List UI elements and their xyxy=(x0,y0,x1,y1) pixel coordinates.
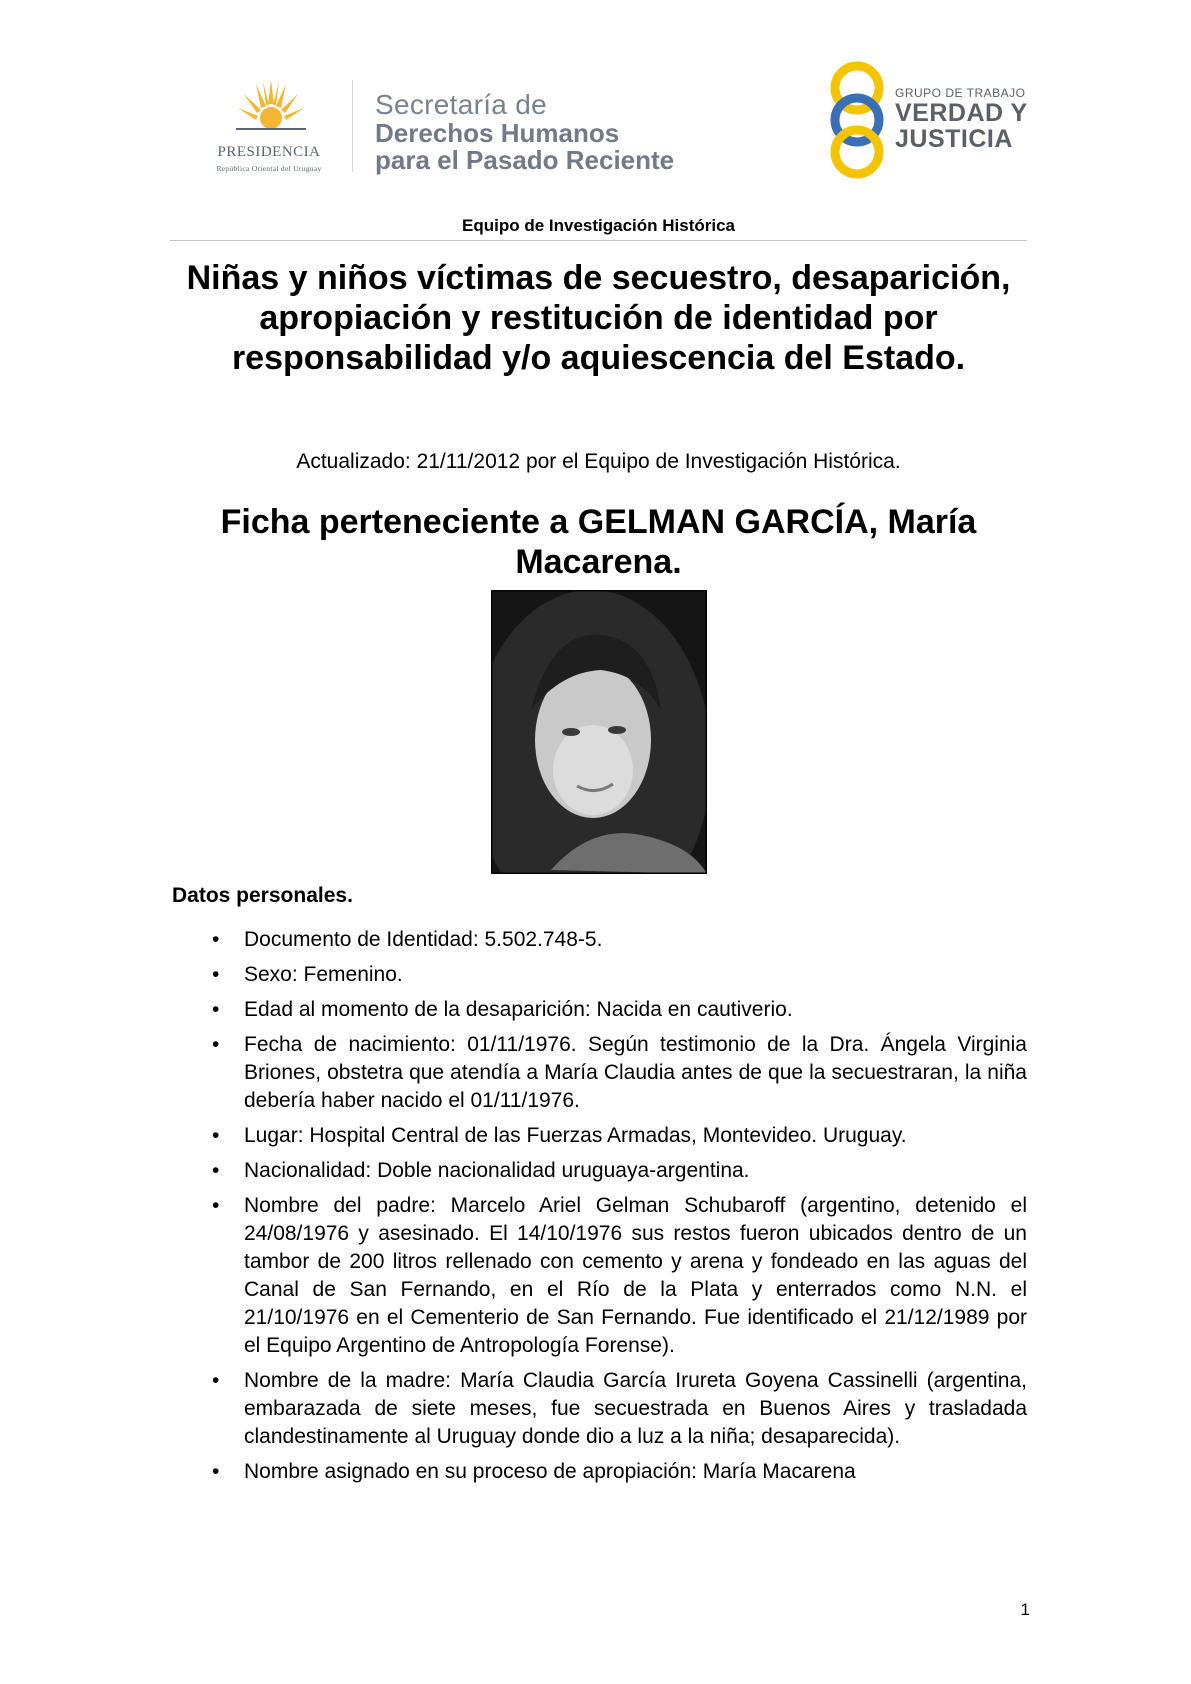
verdad-justicia-text xyxy=(895,86,1055,152)
list-item xyxy=(172,1122,1027,1150)
list-item xyxy=(172,926,1027,954)
bullet-icon: • xyxy=(212,1033,220,1056)
section-heading: Datos personales. xyxy=(172,884,353,907)
portrait-photo xyxy=(491,590,707,874)
main-title: Niñas y niños víctimas de secuestro, desaparición, apropiación y restitución de identidad por responsabilidad y/o aquiescencia del Estado. xyxy=(186,259,1011,377)
list-item-text: Nombre asignado en su proceso de apropiación: María Macarena xyxy=(244,1460,856,1483)
gtvj-small-label: GRUPO DE TRABAJO xyxy=(895,86,1026,100)
list-item xyxy=(172,961,1027,989)
updated-line: Actualizado: 21/11/2012 por el Equipo de Investigación Histórica. xyxy=(296,450,901,473)
secretaria-line2: Derechos Humanos xyxy=(375,118,620,148)
page-header xyxy=(0,0,1191,200)
list-item-text: Fecha de nacimiento: 01/11/1976. Según testimonio de la Dra. Ángela Virginia Briones, obstetra que atendía a María Claudia antes de que la secuestraran, la niña debería haber nacido el 01/11/1976. xyxy=(244,1033,1027,1112)
list-item-text: Nombre de la madre: María Claudia García Irureta Goyena Cassinelli (argentina, embarazada de siete meses, fue secuestrada en Buenos Aires y trasladada clandestinamente al Uruguay donde dio a luz a la niña; desaparecida). xyxy=(244,1369,1027,1448)
personal-data-list xyxy=(172,926,1027,1493)
list-item xyxy=(172,1367,1027,1451)
secretaria-line3: para el Pasado Reciente xyxy=(375,145,675,175)
list-item-text: Nacionalidad: Doble nacionalidad uruguaya-argentina. xyxy=(244,1159,750,1182)
list-item xyxy=(172,1192,1027,1360)
list-item-text: Edad al momento de la desaparición: Nacida en cautiverio. xyxy=(244,998,793,1021)
presidencia-logo xyxy=(194,78,344,178)
list-item-text: Sexo: Femenino. xyxy=(244,963,403,986)
list-item xyxy=(172,996,1027,1024)
ficha-title: Ficha perteneciente a GELMAN GARCÍA, María Macarena. xyxy=(220,503,977,581)
bullet-icon: • xyxy=(212,1124,220,1147)
bullet-icon: • xyxy=(212,1460,220,1483)
page-number: 1 xyxy=(1020,1600,1030,1619)
list-item xyxy=(172,1157,1027,1185)
gtvj-line1: VERDAD Y xyxy=(895,99,1028,127)
list-item-text: Documento de Identidad: 5.502.748-5. xyxy=(244,928,603,951)
bullet-icon: • xyxy=(212,998,220,1021)
presidencia-sublabel: República Oriental del Uruguay xyxy=(216,164,322,173)
secretaria-line1: Secretaría de xyxy=(375,89,547,120)
bullet-icon: • xyxy=(212,928,220,951)
bullet-icon: • xyxy=(212,1194,220,1217)
bullet-icon: • xyxy=(212,1159,220,1182)
portrait-image xyxy=(491,590,707,874)
secretaria-logo-text xyxy=(375,90,705,174)
subheader: Equipo de Investigación Histórica xyxy=(462,216,735,235)
list-item-text: Lugar: Hospital Central de las Fuerzas Armadas, Montevideo. Uruguay. xyxy=(244,1124,907,1147)
presidencia-label: PRESIDENCIA xyxy=(217,144,321,160)
bullet-icon: • xyxy=(212,963,220,986)
gtvj-line2: JUSTICIA xyxy=(895,125,1013,153)
subheader-divider xyxy=(170,240,1027,241)
logo-divider xyxy=(352,80,353,172)
list-item xyxy=(172,1031,1027,1115)
bullet-icon: • xyxy=(212,1369,220,1392)
list-item-text: Nombre del padre: Marcelo Ariel Gelman Schubaroff (argentino, detenido el 24/08/1976 y asesinado. El 14/10/1976 sus restos fueron ubicados dentro de un tambor de 200 litros rellenado con cemento y arena y fondeado en las aguas del Canal de San Fernando, en el Río de la Plata y enterrados como N.N. el 21/10/1976 en el Cementerio de San Fernando. Fue identificado el 21/12/1989 por el Equipo Argentino de Antropología Forense). xyxy=(244,1194,1027,1357)
list-item xyxy=(172,1458,1027,1486)
sun-emblem-icon xyxy=(236,78,306,134)
